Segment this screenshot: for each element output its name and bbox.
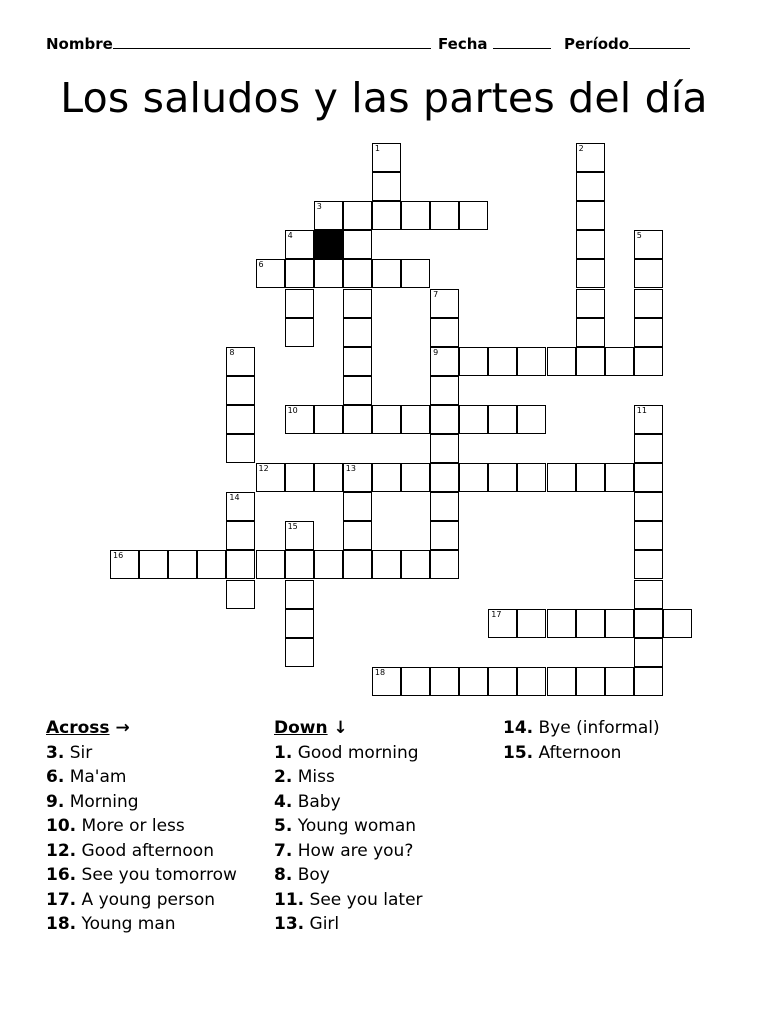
down-clues: [274, 716, 423, 937]
crossword-black-cell: [314, 230, 343, 259]
crossword-cell[interactable]: [343, 318, 372, 347]
crossword-cell[interactable]: [547, 347, 576, 376]
crossword-cell[interactable]: [226, 521, 255, 550]
clue-item: [46, 814, 237, 839]
crossword-cell[interactable]: [634, 521, 663, 550]
crossword-cell[interactable]: [343, 230, 372, 259]
name-line[interactable]: [113, 33, 431, 49]
clue-text: Sir: [69, 742, 93, 763]
crossword-cell[interactable]: [372, 172, 401, 201]
clue-text: Good morning: [297, 742, 419, 763]
crossword-cell[interactable]: [517, 405, 546, 434]
clue-item: [46, 839, 237, 864]
crossword-cell[interactable]: [314, 405, 343, 434]
crossword-cell[interactable]: [343, 492, 372, 521]
crossword-cell[interactable]: [401, 201, 430, 230]
date-label: Fecha: [438, 35, 488, 53]
crossword-cell[interactable]: [576, 259, 605, 288]
clue-number: 17.: [46, 889, 77, 910]
crossword-cell[interactable]: [168, 550, 197, 579]
clue-number: 11.: [274, 889, 305, 910]
clue-item: [274, 888, 423, 913]
clue-item: [46, 863, 237, 888]
crossword-cell[interactable]: [459, 667, 488, 696]
crossword-cell[interactable]: [634, 463, 663, 492]
crossword-cell[interactable]: [226, 550, 255, 579]
page-title: Los saludos y las partes del día: [60, 74, 708, 122]
clue-item: [46, 912, 237, 937]
crossword-cell[interactable]: [576, 667, 605, 696]
crossword-cell[interactable]: [401, 405, 430, 434]
crossword-cell[interactable]: [401, 550, 430, 579]
clue-number: 3.: [46, 742, 65, 763]
clue-number: 18.: [46, 914, 77, 934]
crossword-cell[interactable]: [285, 230, 314, 259]
clue-number: 8: [229, 347, 235, 357]
crossword-cell[interactable]: [343, 259, 372, 288]
crossword-cell[interactable]: [256, 259, 285, 288]
clue-item: [274, 814, 423, 839]
crossword-cell[interactable]: [430, 434, 459, 463]
clue-number: 10: [287, 405, 298, 415]
clue-number: 11: [636, 405, 647, 415]
clue-number: 14.: [503, 718, 534, 738]
clue-item: [46, 888, 237, 913]
crossword-cell[interactable]: [576, 143, 605, 172]
crossword-cell[interactable]: [256, 463, 285, 492]
date-line[interactable]: [493, 33, 551, 49]
across-clues: [46, 716, 237, 937]
clue-item: [46, 741, 237, 766]
crossword-cell[interactable]: [197, 550, 226, 579]
clue-number: 2.: [274, 767, 293, 787]
clue-text: See you later: [309, 889, 423, 910]
crossword-cell[interactable]: [372, 667, 401, 696]
clue-number: 6.: [46, 767, 65, 787]
clue-number: 1: [374, 144, 380, 153]
crossword-cell[interactable]: [488, 405, 517, 434]
crossword-cell[interactable]: [285, 550, 314, 579]
clue-item: [274, 765, 423, 790]
crossword-cell[interactable]: [226, 347, 255, 376]
crossword-cell[interactable]: [517, 347, 546, 376]
clue-text: Young woman: [297, 816, 417, 836]
crossword-cell[interactable]: [576, 172, 605, 201]
crossword-cell[interactable]: [459, 347, 488, 376]
clue-item: [274, 912, 423, 937]
crossword-cell[interactable]: [430, 347, 459, 376]
clue-number: 7.: [274, 840, 293, 861]
crossword-cell[interactable]: [256, 550, 285, 579]
clue-number: 5: [636, 231, 642, 241]
crossword-cell[interactable]: [226, 492, 255, 521]
crossword-cell[interactable]: [517, 667, 546, 696]
clue-text: Miss: [297, 767, 335, 787]
clue-text: Young man: [81, 914, 176, 934]
period-line[interactable]: [629, 33, 690, 49]
crossword-cell[interactable]: [226, 376, 255, 405]
crossword-cell[interactable]: [226, 580, 255, 609]
clue-text: Good afternoon: [81, 840, 214, 861]
crossword-cell[interactable]: [430, 463, 459, 492]
clue-item: [274, 863, 423, 888]
crossword-cell[interactable]: [372, 405, 401, 434]
crossword-cell[interactable]: [285, 318, 314, 347]
crossword-cell[interactable]: [110, 550, 139, 579]
worksheet-header: [46, 33, 690, 53]
crossword-cell[interactable]: [314, 463, 343, 492]
clue-text: Ma'am: [69, 767, 127, 787]
clue-item: [503, 716, 660, 741]
clue-text: Afternoon: [538, 742, 622, 763]
clue-number: 10.: [46, 816, 77, 836]
clue-number: 9: [433, 347, 439, 357]
crossword-cell[interactable]: [430, 318, 459, 347]
crossword-cell[interactable]: [576, 347, 605, 376]
crossword-cell[interactable]: [226, 405, 255, 434]
crossword-cell[interactable]: [285, 638, 314, 667]
crossword-cell[interactable]: [547, 463, 576, 492]
clue-number: 5.: [274, 816, 293, 836]
clue-number: 2: [578, 144, 584, 153]
crossword-cell[interactable]: [576, 609, 605, 638]
crossword-cell[interactable]: [285, 289, 314, 318]
crossword-cell[interactable]: [547, 609, 576, 638]
crossword-cell[interactable]: [343, 201, 372, 230]
crossword-cell[interactable]: [314, 259, 343, 288]
clue-number: 6: [258, 260, 264, 270]
crossword-cell[interactable]: [634, 318, 663, 347]
crossword-cell[interactable]: [459, 463, 488, 492]
crossword-cell[interactable]: [285, 463, 314, 492]
crossword-cell[interactable]: [226, 434, 255, 463]
crossword-cell[interactable]: [663, 609, 692, 638]
crossword-cell[interactable]: [634, 259, 663, 288]
crossword-cell[interactable]: [401, 667, 430, 696]
crossword-cell[interactable]: [372, 463, 401, 492]
crossword-cell[interactable]: [605, 609, 634, 638]
crossword-cell[interactable]: [605, 463, 634, 492]
clue-number: 9.: [46, 791, 65, 812]
across-heading: Across: [46, 718, 110, 738]
crossword-cell[interactable]: [576, 230, 605, 259]
crossword-cell[interactable]: [634, 638, 663, 667]
clue-text: A young person: [81, 889, 216, 910]
crossword-cell[interactable]: [430, 492, 459, 521]
crossword-cell[interactable]: [343, 376, 372, 405]
crossword-cell[interactable]: [517, 463, 546, 492]
crossword-cell[interactable]: [343, 405, 372, 434]
clue-number: 12.: [46, 840, 77, 861]
crossword-cell[interactable]: [314, 550, 343, 579]
clue-item: [274, 741, 423, 766]
crossword-cell[interactable]: [576, 201, 605, 230]
clue-text: Bye (informal): [538, 718, 660, 738]
clue-number: 7: [433, 289, 439, 299]
down-clues-continued: [503, 716, 660, 765]
clue-number: 13.: [274, 914, 305, 934]
crossword-cell[interactable]: [285, 609, 314, 638]
clue-item: [274, 790, 423, 815]
crossword-cell[interactable]: [576, 463, 605, 492]
crossword-cell[interactable]: [285, 259, 314, 288]
name-label: Nombre: [46, 35, 113, 53]
crossword-cell[interactable]: [401, 259, 430, 288]
clue-text: Girl: [309, 914, 340, 934]
clue-number: 12: [258, 464, 269, 474]
crossword-cell[interactable]: [285, 521, 314, 550]
clue-number: 15.: [503, 742, 534, 763]
crossword-cell[interactable]: [139, 550, 168, 579]
clue-item: [46, 765, 237, 790]
crossword-cell[interactable]: [430, 201, 459, 230]
crossword-cell[interactable]: [634, 289, 663, 318]
clue-number: 4: [287, 231, 293, 241]
right-arrow-icon: →: [115, 718, 130, 738]
crossword-cell[interactable]: [605, 667, 634, 696]
crossword-cell[interactable]: [488, 667, 517, 696]
clue-number: 15: [287, 522, 298, 532]
period-label: Período: [564, 35, 630, 53]
clue-text: Baby: [297, 791, 341, 812]
crossword-cell[interactable]: [430, 376, 459, 405]
crossword-cell[interactable]: [634, 550, 663, 579]
crossword-cell[interactable]: [372, 259, 401, 288]
clue-number: 17: [491, 609, 502, 619]
crossword-cell[interactable]: [430, 521, 459, 550]
clue-item: [274, 839, 423, 864]
clue-text: How are you?: [297, 840, 414, 861]
crossword-cell[interactable]: [372, 201, 401, 230]
crossword-cell[interactable]: [459, 405, 488, 434]
crossword-cell[interactable]: [430, 667, 459, 696]
down-arrow-icon: ↓: [333, 718, 348, 738]
crossword-cell[interactable]: [634, 492, 663, 521]
down-heading: Down: [274, 718, 328, 738]
crossword-cell[interactable]: [343, 289, 372, 318]
crossword-cell[interactable]: [634, 434, 663, 463]
crossword-cell[interactable]: [285, 405, 314, 434]
clue-item: [503, 741, 660, 766]
crossword-cell[interactable]: [576, 318, 605, 347]
crossword-cell[interactable]: [343, 521, 372, 550]
clue-text: See you tomorrow: [81, 865, 237, 885]
crossword-cell[interactable]: [343, 347, 372, 376]
crossword-cell[interactable]: [634, 347, 663, 376]
clue-number: 16: [113, 551, 124, 561]
crossword-cell[interactable]: [488, 463, 517, 492]
crossword-cell[interactable]: [488, 609, 517, 638]
crossword-cell[interactable]: [430, 289, 459, 318]
crossword-cell[interactable]: [314, 201, 343, 230]
crossword-cell[interactable]: [605, 347, 634, 376]
crossword-cell[interactable]: [372, 143, 401, 172]
clue-text: More or less: [81, 816, 185, 836]
crossword-cell[interactable]: [343, 463, 372, 492]
crossword-cell[interactable]: [343, 550, 372, 579]
crossword-cell[interactable]: [634, 405, 663, 434]
clue-number: 4.: [274, 791, 293, 812]
clue-number: 18: [374, 667, 386, 677]
clue-item: [46, 790, 237, 815]
crossword-cell[interactable]: [430, 550, 459, 579]
crossword-cell[interactable]: [634, 230, 663, 259]
crossword-cell[interactable]: [459, 201, 488, 230]
clue-number: 8.: [274, 865, 293, 885]
clue-number: 3: [316, 202, 322, 212]
clue-number: 13: [345, 464, 356, 474]
clue-text: Boy: [297, 865, 330, 885]
crossword-cell[interactable]: [372, 550, 401, 579]
clue-number: 14: [229, 493, 240, 503]
crossword-cell[interactable]: [634, 609, 663, 638]
clue-number: 1.: [274, 742, 293, 763]
crossword-cell[interactable]: [285, 580, 314, 609]
crossword-cell[interactable]: [547, 667, 576, 696]
crossword-cell[interactable]: [634, 667, 663, 696]
crossword-cell[interactable]: [634, 580, 663, 609]
crossword-cell[interactable]: [517, 609, 546, 638]
clue-number: 16.: [46, 865, 77, 885]
crossword-cell[interactable]: [401, 463, 430, 492]
clue-text: Morning: [69, 791, 139, 812]
crossword-cell[interactable]: [430, 405, 459, 434]
crossword-cell[interactable]: [488, 347, 517, 376]
crossword-cell[interactable]: [576, 289, 605, 318]
